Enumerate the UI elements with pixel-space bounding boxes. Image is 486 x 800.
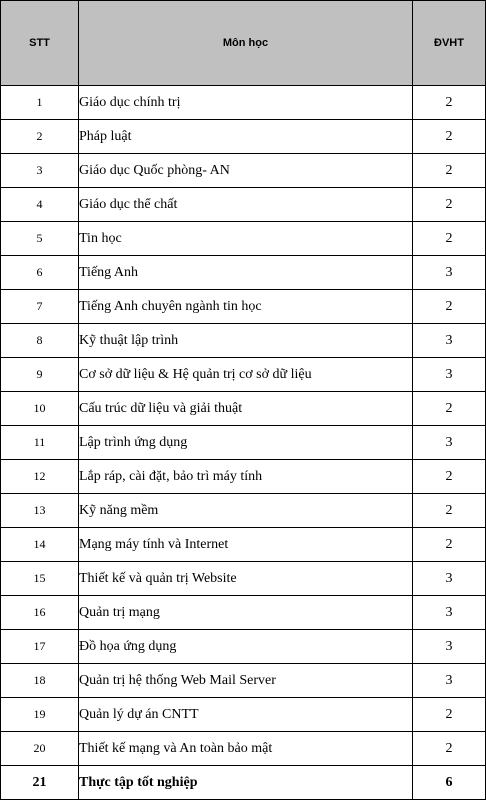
units-cell: 3	[413, 630, 486, 664]
subject-cell: Lập trình ứng dụng	[79, 426, 413, 460]
stt-cell: 12	[1, 460, 79, 494]
stt-cell: 16	[1, 596, 79, 630]
table-row	[1, 86, 486, 120]
subject-cell: Lắp ráp, cài đặt, bảo trì máy tính	[79, 460, 413, 494]
units-cell: 2	[413, 494, 486, 528]
stt-cell: 8	[1, 324, 79, 358]
header-stt: STT	[1, 1, 79, 86]
stt-cell: 7	[1, 290, 79, 324]
stt-cell: 2	[1, 120, 79, 154]
units-cell: 2	[413, 392, 486, 426]
stt-cell: 6	[1, 256, 79, 290]
subject-cell: Thực tập tốt nghiệp	[79, 766, 413, 800]
table-row	[1, 562, 486, 596]
table-row	[1, 698, 486, 732]
header-row	[1, 1, 486, 86]
stt-cell: 18	[1, 664, 79, 698]
table-row	[1, 392, 486, 426]
table-row	[1, 256, 486, 290]
units-cell: 2	[413, 290, 486, 324]
units-cell: 2	[413, 528, 486, 562]
subject-cell: Cơ sở dữ liệu & Hệ quản trị cơ sở dữ liệu	[79, 358, 413, 392]
units-cell: 3	[413, 664, 486, 698]
units-cell: 3	[413, 256, 486, 290]
stt-cell: 17	[1, 630, 79, 664]
header-units: ĐVHT	[413, 1, 486, 86]
stt-cell: 10	[1, 392, 79, 426]
subject-cell: Giáo dục thể chất	[79, 188, 413, 222]
subject-cell: Pháp luật	[79, 120, 413, 154]
units-cell: 3	[413, 596, 486, 630]
table-row	[1, 460, 486, 494]
header-subject: Môn học	[79, 1, 413, 86]
subject-cell: Kỹ thuật lập trình	[79, 324, 413, 358]
units-cell: 2	[413, 120, 486, 154]
subject-cell: Quản trị mạng	[79, 596, 413, 630]
table-row	[1, 426, 486, 460]
table-row	[1, 596, 486, 630]
stt-cell: 15	[1, 562, 79, 596]
subject-cell: Cấu trúc dữ liệu và giải thuật	[79, 392, 413, 426]
units-cell: 3	[413, 324, 486, 358]
units-cell: 3	[413, 358, 486, 392]
units-cell: 2	[413, 732, 486, 766]
stt-cell: 4	[1, 188, 79, 222]
stt-cell: 14	[1, 528, 79, 562]
subject-cell: Tiếng Anh	[79, 256, 413, 290]
subject-cell: Kỹ năng mềm	[79, 494, 413, 528]
stt-cell: 21	[1, 766, 79, 800]
table-row	[1, 358, 486, 392]
units-cell: 2	[413, 698, 486, 732]
units-cell: 2	[413, 460, 486, 494]
units-cell: 6	[413, 766, 486, 800]
units-cell: 2	[413, 188, 486, 222]
subject-cell: Mạng máy tính và Internet	[79, 528, 413, 562]
subject-cell: Thiết kế mạng và An toàn bảo mật	[79, 732, 413, 766]
table-row	[1, 222, 486, 256]
subject-cell: Giáo dục chính trị	[79, 86, 413, 120]
stt-cell: 11	[1, 426, 79, 460]
table-row	[1, 528, 486, 562]
units-cell: 3	[413, 562, 486, 596]
stt-cell: 19	[1, 698, 79, 732]
table-header	[1, 1, 486, 86]
table-body	[1, 86, 486, 800]
stt-cell: 1	[1, 86, 79, 120]
units-cell: 2	[413, 154, 486, 188]
subject-cell: Quản trị hệ thống Web Mail Server	[79, 664, 413, 698]
table-row	[1, 154, 486, 188]
subject-cell: Tin học	[79, 222, 413, 256]
units-cell: 2	[413, 86, 486, 120]
subject-cell: Tiếng Anh chuyên ngành tin học	[79, 290, 413, 324]
table-row	[1, 766, 486, 800]
table-row	[1, 290, 486, 324]
subject-cell: Quản lý dự án CNTT	[79, 698, 413, 732]
units-cell: 3	[413, 426, 486, 460]
table-row	[1, 324, 486, 358]
table-row	[1, 664, 486, 698]
subject-cell: Đồ họa ứng dụng	[79, 630, 413, 664]
stt-cell: 20	[1, 732, 79, 766]
table-row	[1, 494, 486, 528]
subject-cell: Giáo dục Quốc phòng- AN	[79, 154, 413, 188]
stt-cell: 9	[1, 358, 79, 392]
table-row	[1, 630, 486, 664]
table-row	[1, 188, 486, 222]
table-row	[1, 732, 486, 766]
stt-cell: 3	[1, 154, 79, 188]
stt-cell: 5	[1, 222, 79, 256]
stt-cell: 13	[1, 494, 79, 528]
units-cell: 2	[413, 222, 486, 256]
table-row	[1, 120, 486, 154]
subject-cell: Thiết kế và quản trị Website	[79, 562, 413, 596]
